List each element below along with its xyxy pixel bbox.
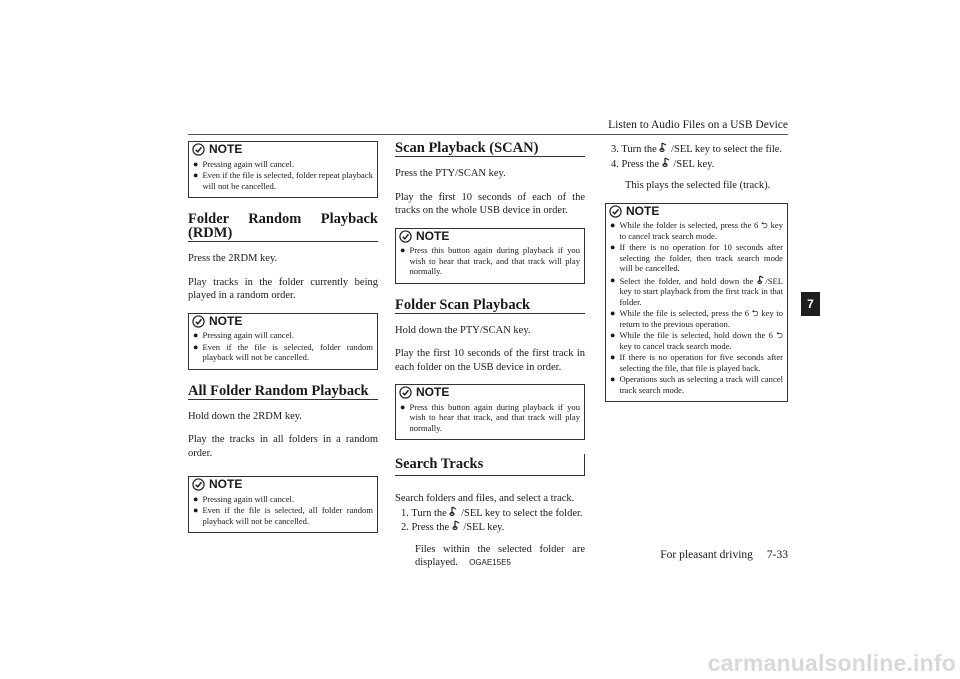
note-item: ● Pressing again will cancel. (193, 330, 295, 340)
note-item: ● If there is no operation for five seconds after selecting the file, that file is played back. (610, 352, 783, 373)
note-item: ● While the folder is selected, press the 6 ⮌ key to cancel track search mode. (610, 220, 784, 241)
step-3: 3. Turn the /SEL key to select the file. (611, 144, 783, 155)
heading-folder-random: Folder Random Playback (RDM) (188, 211, 378, 241)
note-label: NOTE (209, 142, 243, 156)
step-4: 4. Press the /SEL key. (611, 158, 715, 170)
paragraph: Play the first 10 seconds of the first track in each folder on the USB device in order. (395, 348, 585, 373)
note-box-scan (395, 228, 585, 284)
dial-note-icon (452, 520, 461, 530)
paragraph: Press the 2RDM key. (188, 253, 278, 264)
paragraph: Play the first 10 seconds of each of the tracks on the whole USB device in order. (395, 191, 585, 216)
note-item: ● Pressing again will cancel. (193, 493, 295, 504)
chapter-tab: 7 (801, 292, 820, 316)
paragraph: Press the PTY/SCAN key. (395, 168, 506, 179)
note-item: ● If there is no operation for 10 seconds after selecting the folder, then track search mode will be cancelled. (610, 242, 783, 273)
note-check-icon (399, 386, 412, 399)
step-1: 1. Turn the /SEL key to select the folder. (401, 507, 583, 519)
heading-folder-scan: Folder Scan Playback (395, 298, 585, 314)
note-label: NOTE (626, 203, 660, 218)
note-item: ● Even if the file is selected, all folder random playback will not be cancelled. (193, 505, 373, 526)
note-title (399, 386, 580, 400)
note-item: ● Press this button again during playback if you wish to hear that track, and that track will play normally. (400, 401, 580, 433)
note-check-icon (192, 143, 205, 156)
note-item: ● Pressing again will cancel. (193, 158, 295, 169)
note-label: NOTE (209, 477, 243, 491)
header-rule (188, 134, 788, 135)
note-check-icon (192, 478, 205, 491)
column-right (605, 142, 788, 416)
dial-note-icon (659, 142, 668, 152)
note-check-icon (192, 315, 205, 328)
return-arrow-icon: ⮌ (776, 330, 783, 340)
note-title (399, 230, 580, 244)
return-arrow-icon: ⮌ (751, 308, 759, 318)
note-title (609, 205, 783, 219)
note-item: ● While the file is selected, press the 6 ⮌ key to return to the previous operation. (610, 308, 784, 329)
note-item: ● Press this button again during playback if you wish to hear that track, and that track will play normally. (400, 245, 580, 276)
paragraph: Search folders and files, and select a track. (395, 493, 575, 504)
note-check-icon (399, 230, 412, 243)
paragraph: Play the tracks in all folders in a random order. (188, 434, 378, 459)
step-2: 2. Press the /SEL key. (401, 522, 505, 533)
paragraph: Hold down the 2RDM key. (188, 410, 302, 422)
dial-note-icon (662, 157, 671, 167)
note-item: ● While the file is selected, hold down the 6 ⮌ key to cancel track search mode. (610, 330, 783, 351)
dial-note-icon (449, 506, 458, 516)
note-box-folder-scan (395, 384, 585, 440)
page-header-title: Listen to Audio Files on a USB Device (608, 119, 788, 131)
step-2-result: Files within the selected folder are displayed. (415, 543, 585, 568)
step-4-result: This plays the selected file (track). (625, 180, 771, 191)
paragraph: Play tracks in the folder currently being played in a random order. (188, 276, 378, 301)
column-left (188, 141, 378, 547)
heading-all-folder-random: All Folder Random Playback (188, 384, 378, 400)
paragraph: Hold down the PTY/SCAN key. (395, 324, 531, 336)
note-box-random (188, 313, 378, 370)
note-label: NOTE (416, 385, 450, 399)
heading-search-tracks: Search Tracks (395, 454, 585, 476)
watermark-text: carmanualsonline.info (707, 650, 956, 676)
note-box-search (605, 203, 788, 403)
note-title (192, 143, 373, 157)
note-item: ● Even if the file is selected, folder random playback will not be cancelled. (193, 341, 373, 362)
note-title (192, 315, 373, 329)
return-arrow-icon: ⮌ (761, 220, 768, 230)
footer-section: For pleasant driving (660, 549, 753, 561)
note-check-icon (609, 205, 622, 218)
note-title (192, 478, 373, 492)
page-code: OGAE15E5 (469, 558, 511, 567)
note-label: NOTE (209, 313, 243, 328)
note-box-all-folder (188, 476, 378, 533)
footer-page-number: 7-33 (766, 549, 788, 561)
page-footer (605, 549, 788, 561)
note-label: NOTE (416, 228, 450, 243)
note-item: ● Even if the file is selected, folder repeat playback will not be cancelled. (193, 170, 373, 191)
note-item: ● Operations such as selecting a track will cancel track search mode. (610, 374, 783, 395)
heading-scan-playback: Scan Playback (SCAN) (395, 141, 585, 157)
note-box-repeat (188, 141, 378, 198)
note-item: ● Select the folder, and hold down the /SEL key to start playback from the first track in that folder. (610, 274, 783, 307)
column-middle (395, 141, 585, 570)
